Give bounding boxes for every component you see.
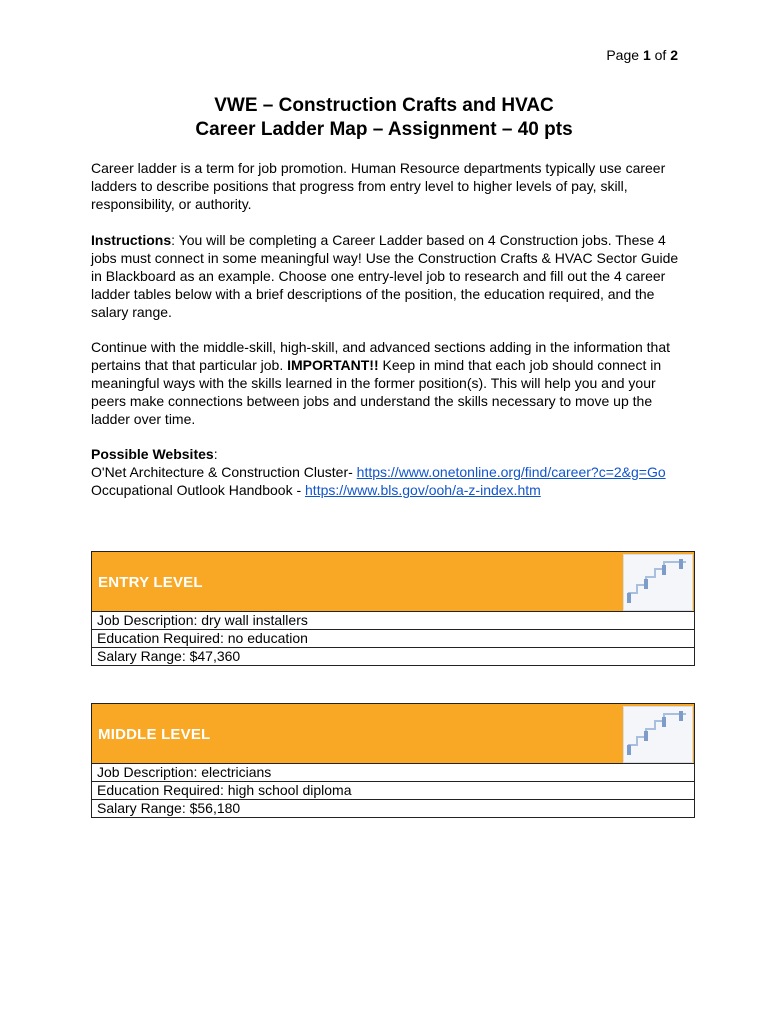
salary-row: Salary Range: $56,180 [97,800,241,816]
education-row: Education Required: high school diploma [92,782,694,800]
page-total: 2 [670,47,678,63]
page-prefix: Page [606,47,640,63]
entry-level-label: ENTRY LEVEL [98,574,203,591]
instructions-text: : You will be completing a Career Ladder based on 4 Construction jobs. These 4 jobs must connect in some meaningful way! Use the Construction Crafts & HVAC Sector Guide in Blackboard as an example. Choose one entry-level job to research and fill out the 4 career ladder tables below with a brief descriptions of the position, the education required, and the salary range. [91,232,679,320]
document-title [0,94,768,142]
websites-label: Possible Websites [91,446,214,462]
continue-text: Continue with the middle-skill, high-skill, and advanced sections adding in the information that pertains that that particular job. [91,339,670,373]
page-current: 1 [642,47,651,63]
instructions-label: Instructions [91,232,172,248]
education-row: Education Required: no education [92,630,694,648]
websites-colon: : [213,446,218,462]
important-label: IMPORTANT!! [287,357,379,373]
middle-level-label: MIDDLE LEVEL [98,726,211,743]
table-header [92,704,694,764]
onet-line [91,463,681,481]
ooh-link[interactable]: https://www.bls.gov/ooh/a-z-index.htm [305,482,541,498]
page-indicator [606,47,678,63]
job-description-row: Job Description: dry wall installers [92,612,694,630]
onet-text: O'Net Architecture & Construction Cluster- [91,464,357,480]
onet-link[interactable]: https://www.onetonline.org/find/career?c=2&g=Go [356,464,666,480]
continue-text-2: Keep in mind that each job should connect in meaningful ways with the skills learned in the former position(s). This will help you and your peers make connections between jobs and understand the skills necessary to move up the ladder over time. [91,357,662,427]
ooh-line [91,481,681,499]
job-description-row: Job Description: electricians [92,764,694,782]
stairs-icon [623,706,693,763]
title-line-1: VWE – Construction Crafts and HVAC [214,95,554,116]
middle-level-table [91,703,695,818]
ooh-text: Occupational Outlook Handbook - [91,482,306,498]
title-line-2: Career Ladder Map – Assignment – 40 pts [195,119,573,140]
continue-paragraph [91,338,681,428]
page-of: of [654,47,667,63]
intro-paragraph: Career ladder is a term for job promotion. Human Resource departments typically use career ladders to describe positions that progress from entry level to higher levels of pay, skill, responsibility, or authority. [91,160,666,212]
stairs-icon [623,554,693,611]
instructions-paragraph [91,231,681,321]
table-header [92,552,694,612]
entry-level-table [91,551,695,666]
websites-section [91,445,681,499]
salary-row: Salary Range: $47,360 [97,648,241,664]
websites-heading [91,445,681,463]
